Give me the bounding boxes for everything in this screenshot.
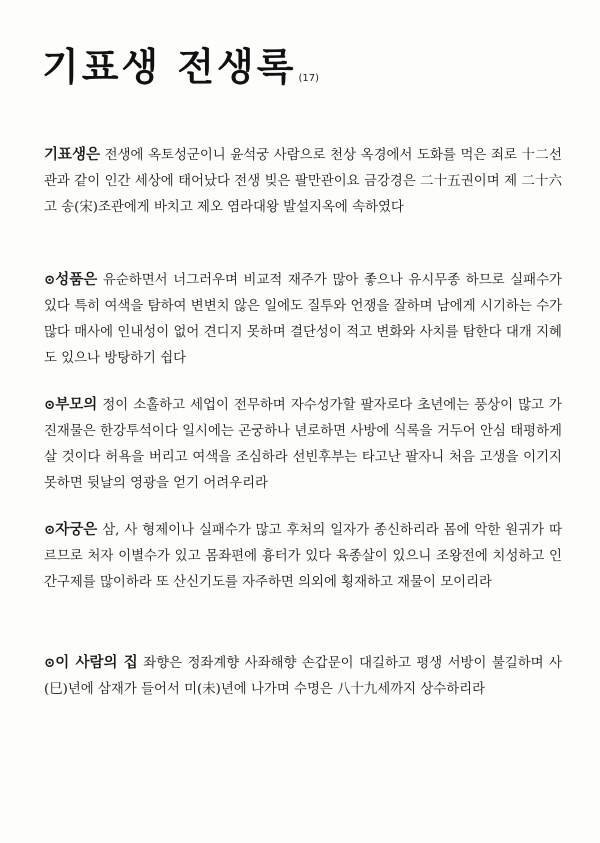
paragraph-children	[44, 517, 562, 596]
paragraph-heading: 성품은	[55, 272, 98, 288]
paragraph-text: 전생에 옥토성군이니 윤석궁 사람으로 천상 옥경에서 도화를 먹은 죄로 十二선관과 같이 인간 세상에 태어났다 전생 빚은 팔만관이요 금강경은 二十五권이며 제 二十六고 송(宋)조관에게 바치고 제오 염라대왕 발설지옥에 속하였다	[44, 148, 562, 215]
title-text: 기표생 전생록	[42, 45, 297, 89]
bullet-marker: ⊙	[44, 655, 56, 671]
page-number: (17)	[298, 73, 320, 84]
bullet-marker: ⊙	[44, 272, 56, 288]
paragraph-heading: 부모의	[55, 397, 98, 413]
paragraph-heading: 기표생은	[44, 147, 101, 163]
bullet-marker: ⊙	[44, 522, 56, 538]
paragraph-text: 유순하면서 너그러우며 비교적 재주가 많아 좋으나 유시무종 하므로 실패수가 있다 특히 여색을 탐하여 변변치 않은 일에도 질투와 언쟁을 잘하며 남에게 시기하는 수가 많다 매사에 인내성이 없어 견디지 못하며 결단성이 적고 변화와 사치를 탐한다 대개 지혜도 있으나 방탕하기 쉽다	[44, 273, 562, 366]
paragraph-text: 정이 소홀하고 세업이 전무하며 자수성가할 팔자로다 초년에는 풍상이 많고 가진재물은 한강투석이다 일시에는 곤궁하나 년로하면 사방에 식록을 거두어 안심 태평하게 살 것이다 허욕을 버리고 여색을 조심하라 선빈후부는 타고난 팔자니 처음 고생을 이기지 못하면 뒷날의 영광을 얻기 어려우리라	[44, 398, 562, 491]
paragraph-heading: 이 사람의 집	[55, 655, 138, 671]
paragraph-house	[44, 650, 562, 703]
paragraph-temperament	[44, 267, 562, 372]
bullet-marker: ⊙	[44, 397, 56, 413]
paragraph-heading: 자궁은	[55, 522, 98, 538]
paragraph-parents	[44, 392, 562, 497]
paragraph-text: 좌향은 정좌계향 사좌해향 손갑문이 대길하고 평생 서방이 불길하며 사(巳)년에 삼재가 들어서 미(未)년에 나가며 수명은 八十九세까지 상수하리라	[44, 656, 562, 697]
paragraph-origin	[44, 142, 562, 221]
paragraph-text: 삼, 사 형제이나 실패수가 많고 후처의 일자가 종신하리라 몸에 악한 원귀가 따르므로 처자 이별수가 있고 몸좌편에 흉터가 있다 육종살이 있으니 조왕전에 치성하고 인간구제를 많이하라 또 산신기도를 자주하면 의외에 횡재하고 재물이 모이리라	[44, 523, 562, 590]
page-title	[42, 45, 320, 89]
